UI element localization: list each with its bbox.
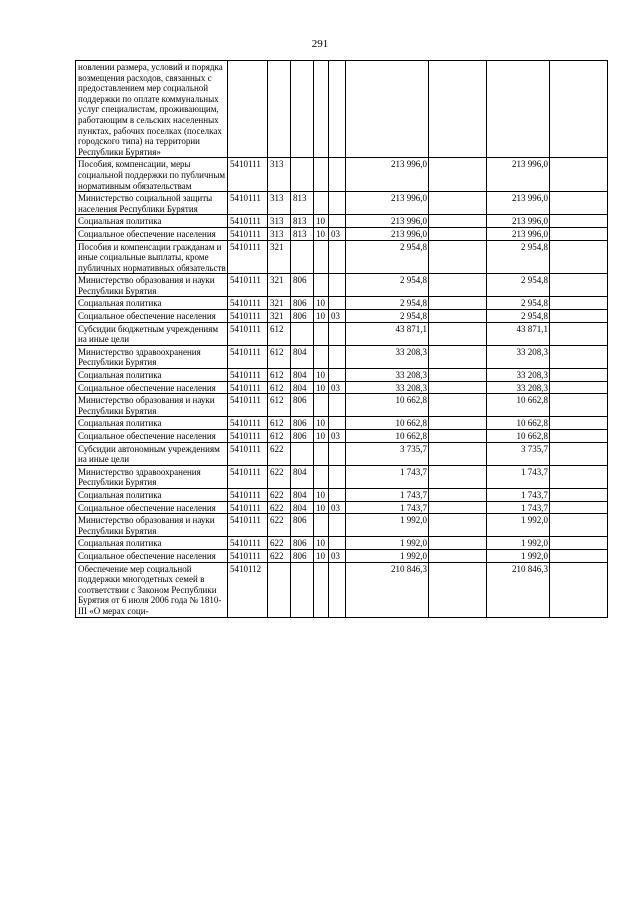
amount-total-cell: 1 743,7: [487, 501, 550, 514]
vr-code-cell: 321: [268, 240, 291, 274]
gr-code-cell: 804: [291, 501, 314, 514]
empty-cell: [550, 549, 608, 562]
row-name-cell: Социальная политика: [76, 537, 228, 550]
table-row: [76, 322, 608, 345]
table-row: [76, 227, 608, 240]
gr-code-cell: [291, 240, 314, 274]
gr-code-cell: 804: [291, 369, 314, 382]
gr-code-cell: 804: [291, 345, 314, 368]
table-row: [76, 417, 608, 430]
vr-code-cell: 313: [268, 227, 291, 240]
pr-code-cell: [329, 562, 346, 617]
empty-cell: [550, 369, 608, 382]
gr-code-cell: [291, 562, 314, 617]
table-row: [76, 501, 608, 514]
pr-code-cell: [329, 240, 346, 274]
budget-table-body: [76, 61, 608, 618]
csr-code-cell: 5410111: [228, 488, 268, 501]
table-row: [76, 562, 608, 617]
gr-code-cell: 806: [291, 394, 314, 417]
table-row: [76, 369, 608, 382]
amount-cell: 1 743,7: [346, 465, 429, 488]
empty-cell: [550, 537, 608, 550]
pr-code-cell: 03: [329, 430, 346, 443]
row-name-cell: Субсидии бюджетным учреждениям на иные цели: [76, 322, 228, 345]
amount-cell: 2 954,8: [346, 310, 429, 323]
csr-code-cell: 5410111: [228, 192, 268, 215]
gr-code-cell: 813: [291, 215, 314, 228]
pr-code-cell: 03: [329, 381, 346, 394]
rz-code-cell: [314, 240, 329, 274]
rz-code-cell: 10: [314, 501, 329, 514]
pr-code-cell: [329, 322, 346, 345]
table-row: [76, 430, 608, 443]
amount-cell: 213 996,0: [346, 215, 429, 228]
vr-code-cell: 622: [268, 537, 291, 550]
empty-cell: [429, 215, 487, 228]
empty-cell: [550, 192, 608, 215]
amount-cell: 33 208,3: [346, 345, 429, 368]
amount-total-cell: 33 208,3: [487, 345, 550, 368]
empty-cell: [429, 297, 487, 310]
table-row: [76, 549, 608, 562]
amount-cell: [346, 61, 429, 158]
empty-cell: [429, 322, 487, 345]
pr-code-cell: 03: [329, 501, 346, 514]
empty-cell: [550, 158, 608, 192]
empty-cell: [429, 430, 487, 443]
vr-code-cell: 612: [268, 394, 291, 417]
rz-code-cell: 10: [314, 215, 329, 228]
table-row: [76, 488, 608, 501]
row-name-cell: Министерство здравоохранения Республики Бурятия: [76, 345, 228, 368]
csr-code-cell: 5410111: [228, 537, 268, 550]
amount-cell: 10 662,8: [346, 394, 429, 417]
empty-cell: [550, 345, 608, 368]
table-row: [76, 381, 608, 394]
gr-code-cell: 806: [291, 417, 314, 430]
amount-total-cell: 2 954,8: [487, 274, 550, 297]
vr-code-cell: 622: [268, 465, 291, 488]
csr-code-cell: 5410112: [228, 562, 268, 617]
table-row: [76, 215, 608, 228]
vr-code-cell: [268, 61, 291, 158]
vr-code-cell: 612: [268, 381, 291, 394]
pr-code-cell: [329, 274, 346, 297]
vr-code-cell: 612: [268, 322, 291, 345]
row-name-cell: Социальная политика: [76, 488, 228, 501]
table-row: [76, 158, 608, 192]
csr-code-cell: 5410111: [228, 501, 268, 514]
amount-cell: 33 208,3: [346, 369, 429, 382]
csr-code-cell: 5410111: [228, 322, 268, 345]
amount-total-cell: 33 208,3: [487, 381, 550, 394]
empty-cell: [429, 369, 487, 382]
empty-cell: [429, 345, 487, 368]
pr-code-cell: [329, 537, 346, 550]
rz-code-cell: 10: [314, 381, 329, 394]
empty-cell: [550, 322, 608, 345]
empty-cell: [550, 417, 608, 430]
empty-cell: [550, 61, 608, 158]
table-row: [76, 310, 608, 323]
amount-cell: 10 662,8: [346, 417, 429, 430]
empty-cell: [429, 61, 487, 158]
amount-cell: 10 662,8: [346, 430, 429, 443]
table-row: [76, 192, 608, 215]
pr-code-cell: [329, 394, 346, 417]
pr-code-cell: [329, 465, 346, 488]
vr-code-cell: 321: [268, 310, 291, 323]
amount-cell: 213 996,0: [346, 158, 429, 192]
gr-code-cell: 806: [291, 537, 314, 550]
rz-code-cell: 10: [314, 297, 329, 310]
amount-total-cell: 43 871,1: [487, 322, 550, 345]
rz-code-cell: 10: [314, 430, 329, 443]
csr-code-cell: 5410111: [228, 394, 268, 417]
pr-code-cell: [329, 369, 346, 382]
vr-code-cell: 313: [268, 215, 291, 228]
rz-code-cell: 10: [314, 369, 329, 382]
budget-table: [75, 60, 608, 618]
amount-total-cell: 1 743,7: [487, 465, 550, 488]
amount-total-cell: 33 208,3: [487, 369, 550, 382]
table-row: [76, 537, 608, 550]
rz-code-cell: [314, 514, 329, 537]
pr-code-cell: [329, 61, 346, 158]
empty-cell: [429, 274, 487, 297]
csr-code-cell: 5410111: [228, 417, 268, 430]
row-name-cell: Субсидии автономным учреждениям на иные цели: [76, 442, 228, 465]
vr-code-cell: 612: [268, 417, 291, 430]
csr-code-cell: 5410111: [228, 549, 268, 562]
csr-code-cell: 5410111: [228, 381, 268, 394]
empty-cell: [550, 501, 608, 514]
amount-cell: 33 208,3: [346, 381, 429, 394]
amount-total-cell: 1 992,0: [487, 514, 550, 537]
gr-code-cell: 806: [291, 274, 314, 297]
amount-total-cell: 2 954,8: [487, 297, 550, 310]
amount-total-cell: 10 662,8: [487, 417, 550, 430]
gr-code-cell: 806: [291, 514, 314, 537]
amount-total-cell: 2 954,8: [487, 310, 550, 323]
empty-cell: [429, 562, 487, 617]
amount-cell: 210 846,3: [346, 562, 429, 617]
gr-code-cell: 806: [291, 549, 314, 562]
gr-code-cell: 806: [291, 430, 314, 443]
empty-cell: [429, 465, 487, 488]
rz-code-cell: 10: [314, 537, 329, 550]
rz-code-cell: 10: [314, 417, 329, 430]
amount-cell: 2 954,8: [346, 274, 429, 297]
table-row: [76, 442, 608, 465]
gr-code-cell: 804: [291, 381, 314, 394]
empty-cell: [429, 192, 487, 215]
row-name-cell: Социальное обеспечение населения: [76, 430, 228, 443]
amount-total-cell: 1 743,7: [487, 488, 550, 501]
empty-cell: [429, 488, 487, 501]
empty-cell: [429, 514, 487, 537]
csr-code-cell: 5410111: [228, 465, 268, 488]
empty-cell: [429, 240, 487, 274]
pr-code-cell: [329, 158, 346, 192]
csr-code-cell: 5410111: [228, 369, 268, 382]
rz-code-cell: [314, 345, 329, 368]
pr-code-cell: [329, 514, 346, 537]
vr-code-cell: 313: [268, 192, 291, 215]
amount-cell: 1 992,0: [346, 514, 429, 537]
pr-code-cell: [329, 215, 346, 228]
empty-cell: [550, 310, 608, 323]
empty-cell: [429, 501, 487, 514]
csr-code-cell: 5410111: [228, 240, 268, 274]
amount-cell: 3 735,7: [346, 442, 429, 465]
amount-total-cell: 213 996,0: [487, 192, 550, 215]
pr-code-cell: 03: [329, 310, 346, 323]
gr-code-cell: 813: [291, 192, 314, 215]
empty-cell: [429, 394, 487, 417]
empty-cell: [550, 465, 608, 488]
pr-code-cell: [329, 442, 346, 465]
pr-code-cell: 03: [329, 549, 346, 562]
row-name-cell: новлении размера, условий и порядка возмещения расходов, связанных с предоставлением мер социальной поддержки по оплате коммунальных услуг специалистам, проживающим, работающим в сельских населенных пунктах, рабочих поселках (поселках городского типа) на территории Республики Бурятия»: [76, 61, 228, 158]
table-row: [76, 394, 608, 417]
row-name-cell: Социальное обеспечение населения: [76, 310, 228, 323]
row-name-cell: Министерство социальной защиты населения Республики Бурятия: [76, 192, 228, 215]
gr-code-cell: [291, 322, 314, 345]
vr-code-cell: 622: [268, 514, 291, 537]
rz-code-cell: [314, 562, 329, 617]
vr-code-cell: 313: [268, 158, 291, 192]
row-name-cell: Министерство образования и науки Республики Бурятия: [76, 394, 228, 417]
amount-total-cell: 213 996,0: [487, 215, 550, 228]
table-row: [76, 274, 608, 297]
csr-code-cell: 5410111: [228, 345, 268, 368]
amount-cell: 1 992,0: [346, 549, 429, 562]
rz-code-cell: [314, 465, 329, 488]
pr-code-cell: [329, 488, 346, 501]
row-name-cell: Социальное обеспечение населения: [76, 227, 228, 240]
amount-cell: 43 871,1: [346, 322, 429, 345]
rz-code-cell: [314, 274, 329, 297]
empty-cell: [429, 158, 487, 192]
rz-code-cell: [314, 394, 329, 417]
rz-code-cell: [314, 442, 329, 465]
pr-code-cell: [329, 192, 346, 215]
row-name-cell: Обеспечение мер социальной поддержки многодетных семей в соответствии с Законом Республики Бурятия от 6 июля 2006 года № 1810-III «О мерах соци-: [76, 562, 228, 617]
vr-code-cell: 622: [268, 442, 291, 465]
table-row: [76, 514, 608, 537]
gr-code-cell: 806: [291, 297, 314, 310]
rz-code-cell: [314, 322, 329, 345]
rz-code-cell: [314, 158, 329, 192]
vr-code-cell: 321: [268, 274, 291, 297]
amount-total-cell: 1 992,0: [487, 549, 550, 562]
row-name-cell: Министерство образования и науки Республики Бурятия: [76, 274, 228, 297]
row-name-cell: Социальное обеспечение населения: [76, 381, 228, 394]
empty-cell: [429, 417, 487, 430]
vr-code-cell: 612: [268, 369, 291, 382]
table-row: [76, 465, 608, 488]
vr-code-cell: 622: [268, 488, 291, 501]
empty-cell: [550, 240, 608, 274]
row-name-cell: Министерство образования и науки Республики Бурятия: [76, 514, 228, 537]
row-name-cell: Пособия, компенсации, меры социальной поддержки по публичным нормативным обязательствам: [76, 158, 228, 192]
pr-code-cell: 03: [329, 227, 346, 240]
amount-cell: 1 743,7: [346, 488, 429, 501]
empty-cell: [550, 442, 608, 465]
row-name-cell: Социальная политика: [76, 417, 228, 430]
empty-cell: [550, 274, 608, 297]
row-name-cell: Министерство здравоохранения Республики Бурятия: [76, 465, 228, 488]
csr-code-cell: 5410111: [228, 430, 268, 443]
amount-total-cell: 10 662,8: [487, 394, 550, 417]
gr-code-cell: [291, 61, 314, 158]
csr-code-cell: 5410111: [228, 514, 268, 537]
empty-cell: [429, 227, 487, 240]
gr-code-cell: 813: [291, 227, 314, 240]
table-row: [76, 297, 608, 310]
csr-code-cell: 5410111: [228, 274, 268, 297]
amount-cell: 2 954,8: [346, 240, 429, 274]
csr-code-cell: 5410111: [228, 442, 268, 465]
amount-total-cell: 213 996,0: [487, 158, 550, 192]
empty-cell: [550, 488, 608, 501]
table-row: [76, 240, 608, 274]
csr-code-cell: 5410111: [228, 310, 268, 323]
amount-total-cell: 2 954,8: [487, 240, 550, 274]
empty-cell: [429, 310, 487, 323]
empty-cell: [429, 537, 487, 550]
rz-code-cell: 10: [314, 488, 329, 501]
amount-total-cell: [487, 61, 550, 158]
empty-cell: [550, 562, 608, 617]
row-name-cell: Социальная политика: [76, 215, 228, 228]
amount-total-cell: 213 996,0: [487, 227, 550, 240]
rz-code-cell: 10: [314, 227, 329, 240]
amount-cell: 213 996,0: [346, 227, 429, 240]
vr-code-cell: 612: [268, 345, 291, 368]
empty-cell: [550, 430, 608, 443]
amount-total-cell: 10 662,8: [487, 430, 550, 443]
row-name-cell: Социальное обеспечение населения: [76, 549, 228, 562]
rz-code-cell: 10: [314, 310, 329, 323]
page-number: 291: [311, 38, 329, 50]
csr-code-cell: 5410111: [228, 297, 268, 310]
vr-code-cell: 622: [268, 501, 291, 514]
amount-total-cell: 210 846,3: [487, 562, 550, 617]
csr-code-cell: [228, 61, 268, 158]
row-name-cell: Социальная политика: [76, 297, 228, 310]
empty-cell: [550, 514, 608, 537]
row-name-cell: Социальная политика: [76, 369, 228, 382]
csr-code-cell: 5410111: [228, 215, 268, 228]
gr-code-cell: 804: [291, 488, 314, 501]
pr-code-cell: [329, 417, 346, 430]
amount-cell: 1 992,0: [346, 537, 429, 550]
row-name-cell: Социальное обеспечение населения: [76, 501, 228, 514]
pr-code-cell: [329, 345, 346, 368]
empty-cell: [429, 549, 487, 562]
csr-code-cell: 5410111: [228, 227, 268, 240]
amount-cell: 2 954,8: [346, 297, 429, 310]
rz-code-cell: 10: [314, 549, 329, 562]
table-row: [76, 61, 608, 158]
gr-code-cell: 804: [291, 465, 314, 488]
vr-code-cell: [268, 562, 291, 617]
amount-total-cell: 3 735,7: [487, 442, 550, 465]
empty-cell: [550, 394, 608, 417]
vr-code-cell: 612: [268, 430, 291, 443]
amount-total-cell: 1 992,0: [487, 537, 550, 550]
rz-code-cell: [314, 192, 329, 215]
empty-cell: [550, 215, 608, 228]
vr-code-cell: 622: [268, 549, 291, 562]
empty-cell: [429, 442, 487, 465]
empty-cell: [550, 297, 608, 310]
csr-code-cell: 5410111: [228, 158, 268, 192]
empty-cell: [429, 381, 487, 394]
rz-code-cell: [314, 61, 329, 158]
amount-cell: 1 743,7: [346, 501, 429, 514]
amount-cell: 213 996,0: [346, 192, 429, 215]
gr-code-cell: [291, 442, 314, 465]
empty-cell: [550, 381, 608, 394]
vr-code-cell: 321: [268, 297, 291, 310]
table-row: [76, 345, 608, 368]
empty-cell: [550, 227, 608, 240]
row-name-cell: Пособия и компенсации гражданам и иные социальные выплаты, кроме публичных нормативных обязательств: [76, 240, 228, 274]
gr-code-cell: [291, 158, 314, 192]
pr-code-cell: [329, 297, 346, 310]
gr-code-cell: 806: [291, 310, 314, 323]
